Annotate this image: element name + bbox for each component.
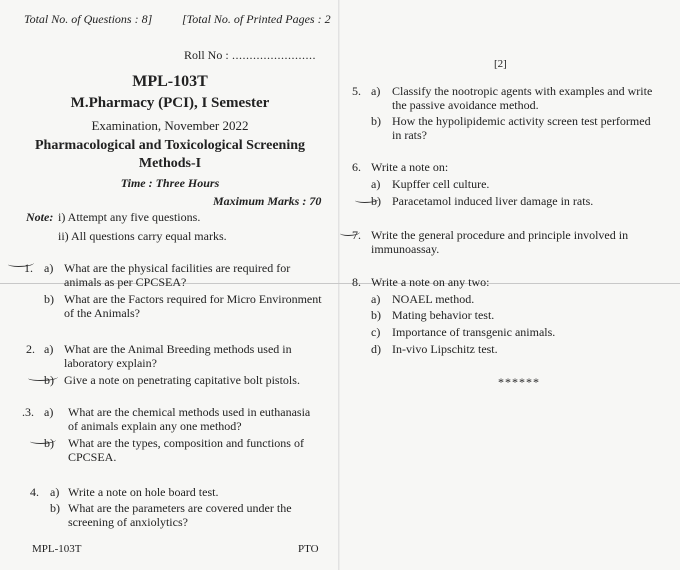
q2b-label: b) <box>44 373 54 387</box>
q4a-text: Write a note on hole board test. <box>68 485 219 499</box>
q5b-label: b) <box>371 114 381 128</box>
note-item-2: ii) All questions carry equal marks. <box>58 229 227 243</box>
subject-line-2: Methods-I <box>138 156 202 171</box>
q1-number: 1. <box>24 261 33 275</box>
q2a-label: a) <box>44 342 54 356</box>
q1b-text: What are the Factors required for Micro Environment of the Animals? <box>64 292 322 320</box>
q8c-text: Importance of transgenic animals. <box>392 325 556 339</box>
program: M.Pharmacy (PCI), I Semester <box>70 95 270 111</box>
course-code: MPL-103T <box>132 73 208 90</box>
footer-pto: PTO <box>298 543 319 555</box>
end-marker: ****** <box>498 375 540 389</box>
q8-number: 8. <box>352 275 361 289</box>
q6-stem: Write a note on: <box>371 160 449 174</box>
total-pages: [Total No. of Printed Pages : 2 <box>182 12 331 26</box>
roll-no-field: ........................ <box>232 48 316 62</box>
q7-text: Write the general procedure and principle involved in immunoassay. <box>371 228 629 256</box>
q3a-label: a) <box>44 405 54 419</box>
q8c-label: c) <box>371 325 381 339</box>
q4b-label: b) <box>50 501 60 515</box>
roll-no-label: Roll No : <box>184 48 229 62</box>
footer-code: MPL-103T <box>32 543 82 555</box>
note-item-1: i) Attempt any five questions. <box>58 210 201 224</box>
q8b-label: b) <box>371 308 381 322</box>
q4-number: 4. <box>30 485 39 499</box>
q2-number: 2. <box>26 342 35 356</box>
q5b-text: How the hypolipidemic activity screen test performed in rats? <box>392 114 651 142</box>
q8b-text: Mating behavior test. <box>392 308 495 322</box>
q6-number: 6. <box>352 160 361 174</box>
q7-number: 7. <box>352 228 361 242</box>
q8a-text: NOAEL method. <box>392 292 475 306</box>
total-questions: Total No. of Questions : 8] <box>24 12 153 26</box>
note-label: Note: <box>26 210 54 224</box>
q6b-label: b) <box>371 194 381 208</box>
q3-number: .3. <box>22 405 34 419</box>
maximum-marks: Maximum Marks : 70 <box>213 194 322 208</box>
q8a-label: a) <box>371 292 381 306</box>
q8d-label: d) <box>371 342 381 356</box>
q6b-text: Paracetamol induced liver damage in rats. <box>392 194 594 208</box>
q1a-text: What are the physical facilities are required for animals as per CPCSEA? <box>64 261 291 289</box>
q3b-text: What are the types, composition and functions of CPCSEA. <box>68 436 304 464</box>
q6a-label: a) <box>371 177 381 191</box>
page-number: [2] <box>494 58 507 70</box>
q5a-text: Classify the nootropic agents with examples and write the passive avoidance method. <box>392 84 653 112</box>
exam-session: Examination, November 2022 <box>91 118 249 133</box>
q4a-label: a) <box>50 485 60 499</box>
subject-line-1: Pharmacological and Toxicological Screening <box>34 138 306 153</box>
q1b-label: b) <box>44 292 54 306</box>
q4b-text: What are the parameters are covered under the screening of anxiolytics? <box>68 501 292 529</box>
q3a-text: What are the chemical methods used in euthanasia of animals explain any one method? <box>68 405 311 433</box>
q2a-text: What are the Animal Breeding methods used in laboratory explain? <box>64 342 292 370</box>
q2b-text: Give a note on penetrating capitative bolt pistols. <box>64 373 300 387</box>
q3b-label: b) <box>44 436 54 450</box>
q6a-text: Kupffer cell culture. <box>392 177 490 191</box>
q5a-label: a) <box>371 84 381 98</box>
q1a-label: a) <box>44 261 54 275</box>
q8-stem: Write a note on any two: <box>371 275 490 289</box>
q8d-text: In-vivo Lipschitz test. <box>392 342 498 356</box>
time-allowed: Time : Three Hours <box>120 176 220 190</box>
q5-number: 5. <box>352 84 361 98</box>
